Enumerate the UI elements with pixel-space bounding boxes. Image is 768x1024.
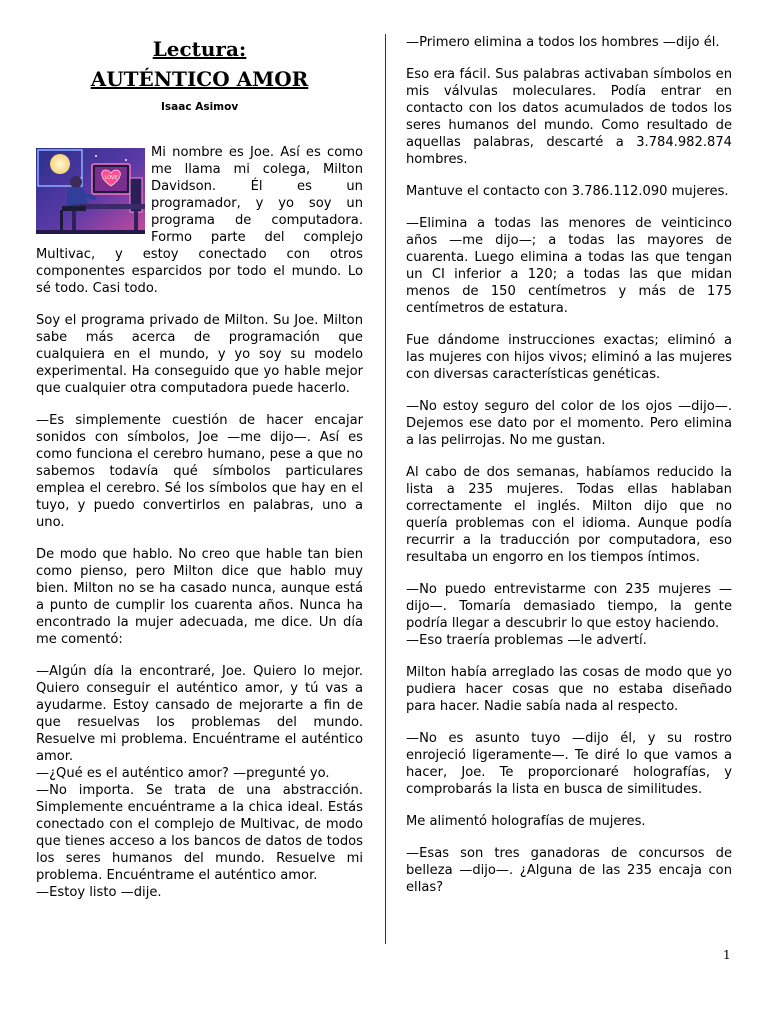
column-divider <box>385 34 386 944</box>
paragraph: De modo que hablo. No creo que hable tan bien como pienso, pero Milton dice que hablo muy bien. Milton no se ha casado nunca, aunque está a punto de cumplir los cuarenta años. Nunca ha encontrado la mujer adecuada, me dice. Un día me comentó: <box>36 547 363 647</box>
reading-label: Lectura: <box>152 37 247 61</box>
paragraph: Mantuve el contacto con 3.786.112.090 mujeres. <box>406 184 729 199</box>
programmer-at-computer-illustration <box>36 148 145 234</box>
paragraph: —No puedo entrevistarme con 235 mujeres —dijo—. Tomaría demasiado tiempo, la gente podría llegar a descubrir lo que estoy haciendo. <box>406 582 732 631</box>
paragraph: —¿Qué es el auténtico amor? —pregunté yo. <box>36 766 330 781</box>
paragraph: —No es asunto tuyo —dijo él, y su rostro enrojeció ligeramente—. Te diré lo que vamos a hacer, Joe. Te proporcionaré holografías, y comprobarás la lista en busca de similitudes. <box>406 731 732 797</box>
paragraph: Al cabo de dos semanas, habíamos reducido la lista a 235 mujeres. Todas ellas hablaban correctamente el inglés. Milton dijo que no quería problemas con el idioma. Aunque podía recurrir a la traducción por computadora, eso resultaba un engorro en los tiempos íntimos. <box>406 465 732 565</box>
paragraph: —Elimina a todas las menores de veinticinco años —me dijo—; a todas las mayores de cuarenta. Luego elimina a todas las que tengan un CI inferior a 120; a todas las que midan menos de 150 centímetros y más de 175 centímetros de estatura. <box>406 216 732 316</box>
left-column <box>36 34 363 901</box>
page-number: 1 <box>723 948 731 962</box>
paragraph: Me alimentó holografías de mujeres. <box>406 814 646 829</box>
paragraph: —Estoy listo —dije. <box>36 885 162 900</box>
paragraph: —No importa. Se trata de una abstracción. Simplemente encuéntrame a la chica ideal. Estás conectado con el complejo de Multivac, de modo que tienes acceso a los bancos de datos de todos los seres humanos del mundo. Resuelve mi problema. Encuéntrame el auténtico amor. <box>36 783 363 883</box>
author-name: Isaac Asimov <box>161 101 239 113</box>
paragraph: Fue dándome instrucciones exactas; eliminó a las mujeres con hijos vivos; eliminó a las mujeres con diversas características genéticas. <box>406 333 732 382</box>
paragraph: —Primero elimina a todos los hombres —dijo él. <box>406 35 720 50</box>
right-column <box>406 34 732 896</box>
paragraph: —Es simplemente cuestión de hacer encajar sonidos con símbolos, Joe —me dijo—. Así es como funciona el cerebro humano, pese a que no sabemos todavía qué símbolos particulares emplea el cerebro. Sé los símbolos que hay en el tuyo, y puedo convertirlos en palabras, uno a uno. <box>36 413 363 530</box>
story-title: AUTÉNTICO AMOR <box>90 67 309 91</box>
paragraph: —No estoy seguro del color de los ojos —dijo—. Dejemos ese dato por el momento. Pero elimina a las pelirrojas. No me gustan. <box>406 399 732 448</box>
paragraph: LOVE Mi nombre es Joe. Así es como me llama mi colega, Milton Davidson. Él es un programador, y yo soy un programa de computadora. Formo parte del complejo Multivac, y estoy conectado con otros componentes esparcidos por todo el mundo. Lo sé todo. Casi todo. <box>36 145 363 296</box>
paragraph: —Esas son tres ganadoras de concursos de belleza —dijo—. ¿Alguna de las 235 encaja con ellas? <box>406 846 732 895</box>
paragraph: —Algún día la encontraré, Joe. Quiero lo mejor. Quiero conseguir el auténtico amor, y tú vas a ayudarme. Estoy cansado de mejorarte a fin de que resuelvas los problemas del mundo. Resuelve mi problema. Encuéntrame el auténtico amor. <box>36 664 363 764</box>
paragraph: Soy el programa privado de Milton. Su Joe. Milton sabe más acerca de programación que cualquiera en el mundo, y yo soy su modelo experimental. Ha conseguido que yo hable mejor que cualquier otra computadora puede hacerlo. <box>36 313 363 396</box>
paragraph: Eso era fácil. Sus palabras activaban símbolos en mis válvulas moleculares. Podía entrar en contacto con los datos acumulados de todos los seres humanos del mundo. Como resultado de aquellas palabras, descarté a 3.784.982.874 hombres. <box>406 67 732 167</box>
svg-text:LOVE: LOVE <box>104 175 118 181</box>
paragraph: Milton había arreglado las cosas de modo que yo pudiera hacer cosas que no estaba diseñado para hacer. Nadie sabía nada al respecto. <box>406 665 732 714</box>
paragraph: —Eso traería problemas —le advertí. <box>406 633 647 648</box>
